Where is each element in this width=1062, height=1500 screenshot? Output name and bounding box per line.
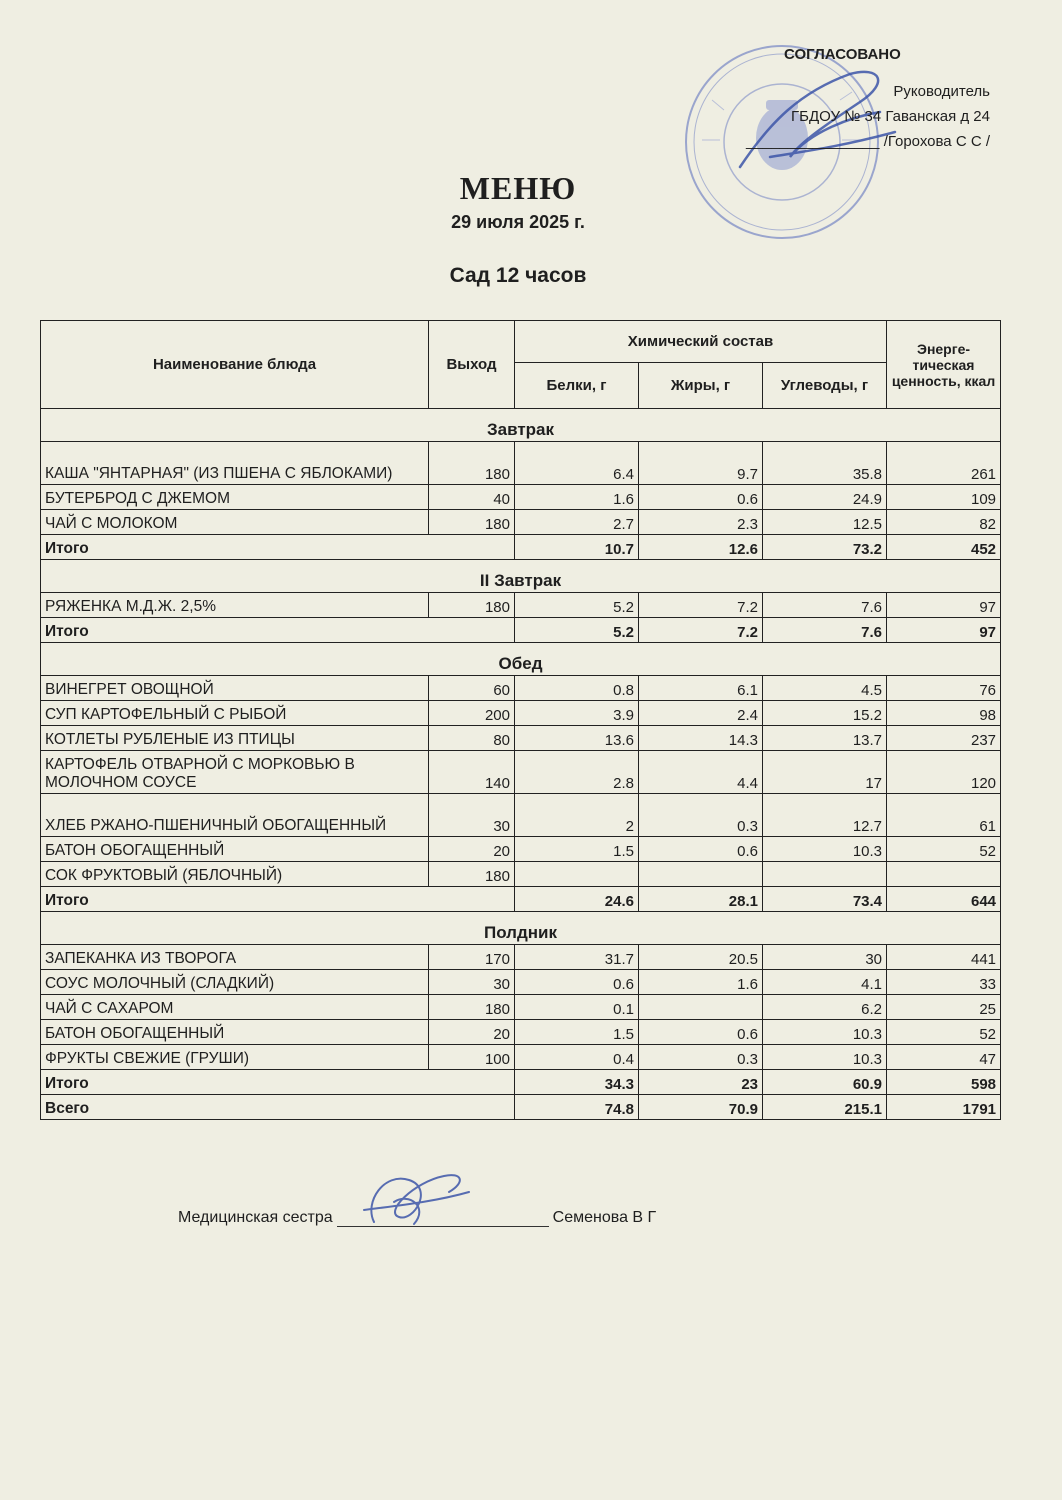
table-row — [41, 970, 1001, 995]
total-proteins: 10.7 — [515, 535, 639, 560]
total-carbs: 73.2 — [763, 535, 887, 560]
dish-fats: 2.3 — [639, 510, 763, 535]
table-row — [41, 485, 1001, 510]
dish-output: 20 — [429, 1020, 515, 1045]
dish-output: 180 — [429, 442, 515, 485]
total-row — [41, 887, 1001, 912]
dish-output: 170 — [429, 945, 515, 970]
header-energy: Энерге-тическая ценность, ккал — [887, 321, 1001, 409]
dish-proteins: 31.7 — [515, 945, 639, 970]
dish-energy: 441 — [887, 945, 1001, 970]
dish-output: 140 — [429, 751, 515, 794]
section-title: Полдник — [41, 912, 1001, 945]
total-fats: 28.1 — [639, 887, 763, 912]
table-row — [41, 945, 1001, 970]
total-label: Итого — [41, 535, 515, 560]
dish-output: 30 — [429, 970, 515, 995]
dish-proteins: 13.6 — [515, 726, 639, 751]
dish-name: ХЛЕБ РЖАНО-ПШЕНИЧНЫЙ ОБОГАЩЕННЫЙ — [41, 794, 429, 837]
table-row — [41, 442, 1001, 485]
total-carbs: 73.4 — [763, 887, 887, 912]
nurse-role: Медицинская сестра — [178, 1209, 333, 1226]
dish-carbs: 30 — [763, 945, 887, 970]
dish-fats: 0.6 — [639, 485, 763, 510]
approval-org: ГБДОУ № 34 Гаванская д 24 — [791, 108, 990, 125]
dish-energy: 261 — [887, 442, 1001, 485]
dish-proteins: 6.4 — [515, 442, 639, 485]
dish-name: ФРУКТЫ СВЕЖИЕ (ГРУШИ) — [41, 1045, 429, 1070]
dish-proteins: 1.5 — [515, 1020, 639, 1045]
total-carbs: 60.9 — [763, 1070, 887, 1095]
total-label: Итого — [41, 618, 515, 643]
section-title: Обед — [41, 643, 1001, 676]
table-row — [41, 862, 1001, 887]
table-row — [41, 1045, 1001, 1070]
dish-output: 180 — [429, 593, 515, 618]
dish-carbs: 4.1 — [763, 970, 887, 995]
dish-carbs: 7.6 — [763, 593, 887, 618]
dish-output: 180 — [429, 995, 515, 1020]
section-header-row — [41, 560, 1001, 593]
dish-name: СОУС МОЛОЧНЫЙ (СЛАДКИЙ) — [41, 970, 429, 995]
dish-output: 80 — [429, 726, 515, 751]
nurse-name: Семенова В Г — [552, 1209, 657, 1226]
dish-name: КАРТОФЕЛЬ ОТВАРНОЙ С МОРКОВЬЮ В МОЛОЧНОМ СОУСЕ — [41, 751, 429, 794]
dish-proteins: 0.1 — [515, 995, 639, 1020]
dish-energy: 47 — [887, 1045, 1001, 1070]
grand-total-fats: 70.9 — [639, 1095, 763, 1120]
table-row — [41, 726, 1001, 751]
menu-date: 29 июля 2025 г. — [451, 212, 585, 232]
dish-energy: 120 — [887, 751, 1001, 794]
dish-name: СОК ФРУКТОВЫЙ (ЯБЛОЧНЫЙ) — [41, 862, 429, 887]
dish-proteins: 5.2 — [515, 593, 639, 618]
total-fats: 23 — [639, 1070, 763, 1095]
dish-fats: 2.4 — [639, 701, 763, 726]
dish-energy: 33 — [887, 970, 1001, 995]
grand-total-carbs: 215.1 — [763, 1095, 887, 1120]
dish-name: БАТОН ОБОГАЩЕННЫЙ — [41, 1020, 429, 1045]
dish-fats: 4.4 — [639, 751, 763, 794]
dish-fats: 7.2 — [639, 593, 763, 618]
dish-proteins: 2.7 — [515, 510, 639, 535]
section-header-row — [41, 643, 1001, 676]
total-proteins: 34.3 — [515, 1070, 639, 1095]
table-row — [41, 510, 1001, 535]
total-proteins: 24.6 — [515, 887, 639, 912]
dish-carbs: 6.2 — [763, 995, 887, 1020]
header-output: Выход — [429, 321, 515, 409]
dish-name: КОТЛЕТЫ РУБЛЕНЫЕ ИЗ ПТИЦЫ — [41, 726, 429, 751]
dish-energy — [887, 862, 1001, 887]
table-row — [41, 837, 1001, 862]
header-dish-name: Наименование блюда — [41, 321, 429, 409]
dish-output: 100 — [429, 1045, 515, 1070]
approval-position: Руководитель — [893, 83, 990, 100]
menu-table — [40, 320, 1001, 1120]
dish-energy: 25 — [887, 995, 1001, 1020]
dish-fats — [639, 995, 763, 1020]
dish-carbs: 13.7 — [763, 726, 887, 751]
dish-carbs: 24.9 — [763, 485, 887, 510]
dish-output: 30 — [429, 794, 515, 837]
dish-fats: 20.5 — [639, 945, 763, 970]
dish-proteins: 0.4 — [515, 1045, 639, 1070]
dish-carbs: 10.3 — [763, 1020, 887, 1045]
dish-energy: 97 — [887, 593, 1001, 618]
dish-name: КАША "ЯНТАРНАЯ" (ИЗ ПШЕНА С ЯБЛОКАМИ) — [41, 442, 429, 485]
total-fats: 7.2 — [639, 618, 763, 643]
total-carbs: 7.6 — [763, 618, 887, 643]
dish-fats: 0.3 — [639, 794, 763, 837]
dish-energy: 98 — [887, 701, 1001, 726]
dish-fats: 9.7 — [639, 442, 763, 485]
dish-name: СУП КАРТОФЕЛЬНЫЙ С РЫБОЙ — [41, 701, 429, 726]
dish-name: ВИНЕГРЕТ ОВОЩНОЙ — [41, 676, 429, 701]
dish-fats: 1.6 — [639, 970, 763, 995]
dish-output: 200 — [429, 701, 515, 726]
dish-proteins: 0.8 — [515, 676, 639, 701]
dish-name: БАТОН ОБОГАЩЕННЫЙ — [41, 837, 429, 862]
dish-fats: 0.3 — [639, 1045, 763, 1070]
total-row — [41, 618, 1001, 643]
dish-proteins: 2 — [515, 794, 639, 837]
approval-block — [740, 42, 990, 154]
menu-table-body — [41, 409, 1001, 1120]
dish-carbs: 12.7 — [763, 794, 887, 837]
dish-energy: 109 — [887, 485, 1001, 510]
table-row — [41, 676, 1001, 701]
header-proteins: Белки, г — [515, 363, 639, 409]
dish-carbs: 10.3 — [763, 837, 887, 862]
dish-carbs: 4.5 — [763, 676, 887, 701]
grand-total-proteins: 74.8 — [515, 1095, 639, 1120]
table-row — [41, 1020, 1001, 1045]
grand-total-energy: 1791 — [887, 1095, 1001, 1120]
approval-signer: ________________ /Горохова С С / — [746, 133, 990, 150]
dish-name: РЯЖЕНКА М.Д.Ж. 2,5% — [41, 593, 429, 618]
table-row — [41, 701, 1001, 726]
header-carbs: Углеводы, г — [763, 363, 887, 409]
dish-output: 180 — [429, 510, 515, 535]
dish-proteins — [515, 862, 639, 887]
total-label: Итого — [41, 887, 515, 912]
total-energy: 598 — [887, 1070, 1001, 1095]
dish-carbs: 17 — [763, 751, 887, 794]
dish-fats: 0.6 — [639, 1020, 763, 1045]
total-fats: 12.6 — [639, 535, 763, 560]
nurse-signature — [354, 1162, 474, 1234]
total-energy: 452 — [887, 535, 1001, 560]
dish-fats: 6.1 — [639, 676, 763, 701]
section-title: II Завтрак — [41, 560, 1001, 593]
dish-output: 180 — [429, 862, 515, 887]
total-energy: 97 — [887, 618, 1001, 643]
table-row — [41, 995, 1001, 1020]
page-title: МЕНЮ — [459, 170, 577, 206]
approval-heading: СОГЛАСОВАНО — [784, 46, 901, 63]
dish-proteins: 1.6 — [515, 485, 639, 510]
total-row — [41, 535, 1001, 560]
dish-carbs: 35.8 — [763, 442, 887, 485]
grand-total-row — [41, 1095, 1001, 1120]
group-name: Сад 12 часов — [449, 264, 587, 287]
section-header-row — [41, 409, 1001, 442]
dish-energy: 52 — [887, 1020, 1001, 1045]
total-proteins: 5.2 — [515, 618, 639, 643]
section-title: Завтрак — [41, 409, 1001, 442]
dish-energy: 237 — [887, 726, 1001, 751]
dish-fats: 14.3 — [639, 726, 763, 751]
dish-output: 40 — [429, 485, 515, 510]
dish-carbs: 12.5 — [763, 510, 887, 535]
total-row — [41, 1070, 1001, 1095]
dish-name: БУТЕРБРОД С ДЖЕМОМ — [41, 485, 429, 510]
dish-carbs: 10.3 — [763, 1045, 887, 1070]
dish-output: 20 — [429, 837, 515, 862]
dish-proteins: 2.8 — [515, 751, 639, 794]
total-label: Итого — [41, 1070, 515, 1095]
dish-proteins: 0.6 — [515, 970, 639, 995]
dish-name: ЧАЙ С САХАРОМ — [41, 995, 429, 1020]
header-chem: Химический состав — [515, 321, 887, 363]
dish-proteins: 1.5 — [515, 837, 639, 862]
dish-energy: 61 — [887, 794, 1001, 837]
table-row — [41, 593, 1001, 618]
dish-proteins: 3.9 — [515, 701, 639, 726]
header-fats: Жиры, г — [639, 363, 763, 409]
dish-fats — [639, 862, 763, 887]
table-row — [41, 751, 1001, 794]
total-energy: 644 — [887, 887, 1001, 912]
dish-carbs: 15.2 — [763, 701, 887, 726]
dish-energy: 82 — [887, 510, 1001, 535]
table-row — [41, 794, 1001, 837]
dish-name: ЗАПЕКАНКА ИЗ ТВОРОГА — [41, 945, 429, 970]
grand-total-label: Всего — [41, 1095, 515, 1120]
dish-name: ЧАЙ С МОЛОКОМ — [41, 510, 429, 535]
dish-output: 60 — [429, 676, 515, 701]
dish-carbs — [763, 862, 887, 887]
dish-fats: 0.6 — [639, 837, 763, 862]
dish-energy: 76 — [887, 676, 1001, 701]
section-header-row — [41, 912, 1001, 945]
dish-energy: 52 — [887, 837, 1001, 862]
